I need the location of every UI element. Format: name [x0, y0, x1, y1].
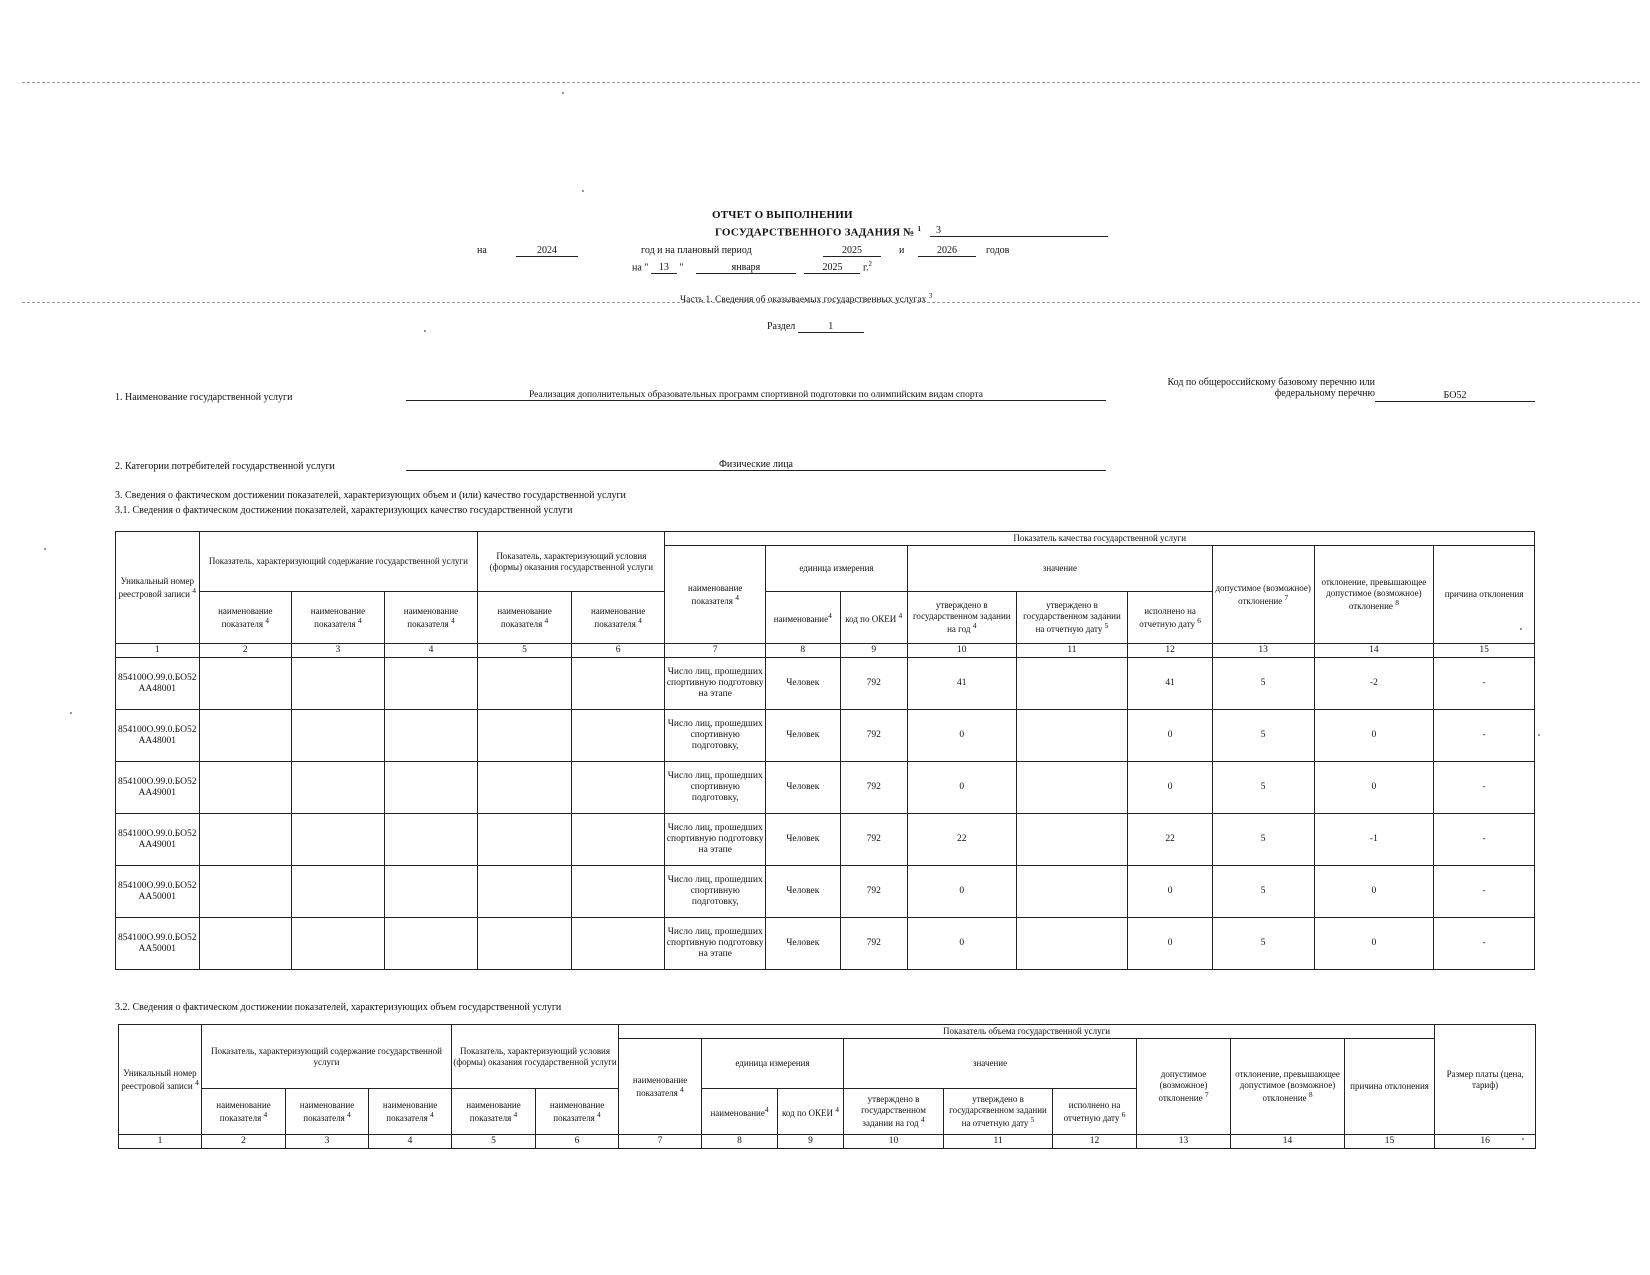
content-indicator-3 — [384, 866, 478, 918]
footnote-mark: 5 — [1030, 1115, 1035, 1125]
exceeding-deviation-value: 0 — [1314, 866, 1434, 918]
h-text: наименование показателя — [590, 605, 646, 629]
h-value: значение — [907, 546, 1212, 592]
date-prefix: на " — [632, 262, 649, 274]
unit-name: Человек — [766, 658, 840, 710]
consumers-label: 2. Категории потребителей государственной услуги — [115, 461, 335, 472]
years-label: годов — [986, 245, 1010, 256]
h-text: наименование показателя — [549, 1099, 605, 1123]
content-indicator-1 — [199, 814, 292, 866]
scan-speck — [582, 190, 584, 192]
h-unique-number — [116, 532, 200, 644]
registry-number: 854100О.99.0.БО52АА50001 — [116, 918, 200, 970]
column-number: 8 — [702, 1135, 778, 1149]
approved-date-value — [1016, 866, 1128, 918]
scan-speck — [44, 548, 46, 550]
part-title — [680, 292, 932, 305]
indicator-name-text: Число лиц, прошедших спортивную подготовку, — [667, 771, 763, 803]
h-sub-indicator-name — [286, 1089, 369, 1135]
plan-year-2: 2026 — [918, 245, 976, 257]
date-day: 13 — [651, 262, 677, 274]
h-fee: Размер платы (цена, тариф) — [1435, 1025, 1536, 1135]
h-sub-indicator-name — [536, 1089, 619, 1135]
h-unit: единица измерения — [702, 1039, 844, 1089]
footnote-mark: 4 — [194, 1078, 199, 1087]
footnote-mark: 5 — [1104, 621, 1109, 631]
h-done — [1053, 1089, 1137, 1135]
h-sub-indicator-name — [384, 592, 478, 644]
quality-indicators-table — [115, 531, 1535, 970]
h-text: отклонение, превышающее допустимое (возможное) отклонение — [1321, 577, 1427, 612]
content-indicator-3 — [384, 918, 478, 970]
scan-speck — [70, 712, 72, 714]
report-title-line2 — [715, 225, 921, 239]
indicator-name — [665, 658, 766, 710]
plan-period-label: год и на плановый период — [641, 245, 752, 256]
h-text: код по ОКЕИ — [781, 1107, 834, 1118]
condition-indicator-1 — [478, 762, 572, 814]
report-title-text: ГОСУДАРСТВЕННОГО ЗАДАНИЯ № — [715, 226, 915, 239]
h-okei-code — [778, 1089, 844, 1135]
content-indicator-3 — [384, 658, 478, 710]
h-approved-date — [944, 1089, 1053, 1135]
h-deviation-reason: причина отклонения — [1345, 1039, 1435, 1135]
column-number: 7 — [665, 644, 766, 658]
h-value: значение — [844, 1039, 1137, 1089]
h-unit-name — [702, 1089, 778, 1135]
indicator-name-text: Число лиц, прошедших спортивную подготовку на этапе — [666, 667, 764, 699]
footnote-mark: 7 — [1204, 1090, 1209, 1100]
content-indicator-1 — [199, 762, 292, 814]
registry-number: 854100О.99.0.БО52АА49001 — [116, 814, 200, 866]
indicator-name-text: Число лиц, прошедших спортивную подготовку, — [667, 719, 763, 751]
h-text: наименование — [710, 1107, 765, 1118]
column-number: 15 — [1345, 1135, 1435, 1149]
date-suffix: г. — [862, 262, 869, 274]
indicator-name — [665, 762, 766, 814]
column-number: 3 — [292, 644, 385, 658]
h-text: наименование показателя — [403, 605, 459, 629]
base-list-code-label — [1139, 377, 1375, 399]
column-number: 11 — [1016, 644, 1128, 658]
condition-indicator-2 — [571, 814, 665, 866]
deviation-reason-value: - — [1434, 762, 1535, 814]
condition-indicator-2 — [571, 918, 665, 970]
date-month: января — [696, 262, 796, 274]
volume-indicators-table — [118, 1024, 1536, 1149]
indicator-name — [665, 710, 766, 762]
content-indicator-2 — [292, 814, 385, 866]
h-text: наименование показателя — [216, 1099, 271, 1123]
content-indicator-2 — [292, 658, 385, 710]
h-text: наименование показателя — [497, 605, 552, 629]
column-number: 13 — [1137, 1135, 1231, 1149]
base-list-code-label-line2: федеральному перечню — [1274, 388, 1375, 399]
footnote-mark: 4 — [544, 616, 549, 625]
report-title-line1: ОТЧЕТ О ВЫПОЛНЕНИИ — [712, 209, 853, 221]
allowed-deviation-value: 5 — [1212, 658, 1314, 710]
h-approved-date — [1016, 592, 1128, 644]
footnote-mark: 7 — [1284, 593, 1289, 602]
column-number: 1 — [116, 644, 200, 658]
indicator-name-text: Число лиц, прошедших спортивную подготовку, — [667, 875, 763, 907]
approved-year-value: 0 — [907, 866, 1016, 918]
column-number: 3 — [286, 1135, 369, 1149]
scan-line-top — [22, 82, 1640, 83]
report-date — [632, 260, 872, 274]
h-unit: единица измерения — [766, 546, 908, 592]
h-allowed-deviation — [1212, 546, 1314, 644]
footnote-mark: 4 — [263, 1110, 268, 1119]
footnote-mark: 4 — [828, 610, 832, 620]
footnote-mark: 8 — [1308, 1090, 1313, 1100]
consumers-value: Физические лица — [406, 459, 1106, 471]
indicator-name — [665, 814, 766, 866]
scan-speck — [424, 330, 426, 332]
h-quality-indicator: Показатель качества государственной услуги — [665, 532, 1535, 546]
plan-year-1: 2025 — [823, 245, 881, 257]
approved-date-value — [1016, 710, 1128, 762]
column-number: 15 — [1434, 644, 1535, 658]
h-content-indicator: Показатель, характеризующий содержание государственной услуги — [199, 532, 478, 592]
column-number: 11 — [944, 1135, 1053, 1149]
allowed-deviation-value: 5 — [1212, 710, 1314, 762]
table-row — [116, 814, 1535, 866]
registry-number: 854100О.99.0.БО52АА48001 — [116, 710, 200, 762]
h-text: исполнено на отчетную дату — [1139, 605, 1196, 629]
column-number: 10 — [844, 1135, 944, 1149]
condition-indicator-1 — [478, 710, 572, 762]
exceeding-deviation-value: 0 — [1314, 918, 1434, 970]
content-indicator-2 — [292, 762, 385, 814]
h-sub-indicator-name — [369, 1089, 452, 1135]
date-quote: " — [679, 262, 684, 274]
okei-code: 792 — [840, 866, 907, 918]
h-text: утверждено в государственном задании на отчетную дату — [1023, 600, 1121, 635]
service-name-value: Реализация дополнительных образовательных программ спортивной подготовки по олимпийским видам спорта — [406, 390, 1106, 401]
exceeding-deviation-value: -1 — [1314, 814, 1434, 866]
h-indicator-name — [619, 1039, 702, 1135]
footnote-mark: 4 — [735, 593, 739, 602]
content-indicator-2 — [292, 866, 385, 918]
h-approved-year — [844, 1089, 944, 1135]
exceeding-deviation-value: 0 — [1314, 762, 1434, 814]
h-sub-indicator-name — [292, 592, 385, 644]
h-okei-code — [840, 592, 907, 644]
h-text: Уникальный номер реестровой записи — [121, 1067, 197, 1091]
h-exceeding-deviation — [1314, 546, 1434, 644]
approved-date-value — [1016, 918, 1128, 970]
column-numbers-row — [119, 1135, 1536, 1149]
column-number: 16 — [1435, 1135, 1536, 1149]
footnote-mark: 4 — [972, 621, 977, 631]
h-exceeding-deviation — [1231, 1039, 1345, 1135]
h-text: утверждено в государственном задании на отчетную дату — [949, 1094, 1047, 1129]
column-number: 5 — [478, 644, 572, 658]
deviation-reason-value: - — [1434, 658, 1535, 710]
and-label: и — [899, 245, 905, 256]
condition-indicator-1 — [478, 814, 572, 866]
deviation-reason-value: - — [1434, 710, 1535, 762]
footnote-mark: 4 — [638, 616, 642, 625]
done-value: 22 — [1128, 814, 1213, 866]
assignment-number: 3 — [930, 225, 1108, 237]
unit-name: Человек — [766, 866, 840, 918]
column-number: 9 — [778, 1135, 844, 1149]
section-field — [767, 321, 864, 333]
footnote-mark: 4 — [192, 586, 196, 595]
content-indicator-1 — [199, 918, 292, 970]
content-indicator-1 — [199, 710, 292, 762]
column-number: 12 — [1128, 644, 1213, 658]
h-text: утверждено в государственном задании на год — [861, 1094, 926, 1129]
exceeding-deviation-value: 0 — [1314, 710, 1434, 762]
column-number: 14 — [1231, 1135, 1345, 1149]
h-conditions-indicator: Показатель, характеризующий условия (формы) оказания государственной услуги — [452, 1025, 619, 1089]
approved-date-value — [1016, 658, 1128, 710]
unit-name: Человек — [766, 710, 840, 762]
h-text: Уникальный номер реестровой записи — [118, 575, 194, 599]
condition-indicator-2 — [571, 762, 665, 814]
condition-indicator-2 — [571, 658, 665, 710]
footnote-mark: 4 — [513, 1110, 518, 1119]
column-number: 10 — [907, 644, 1016, 658]
footnote-mark: 8 — [1395, 598, 1399, 608]
approved-year-value: 22 — [907, 814, 1016, 866]
footnote-mark: 3 — [928, 292, 933, 300]
base-list-code-label-line1: Код по общероссийскому базовому перечню или — [1167, 377, 1375, 388]
footnote-mark: 2 — [868, 260, 872, 268]
allowed-deviation-value: 5 — [1212, 814, 1314, 866]
table-row — [116, 658, 1535, 710]
allowed-deviation-value: 5 — [1212, 866, 1314, 918]
h-text: допустимое (возможное) отклонение — [1215, 582, 1311, 606]
h-approved-year — [907, 592, 1016, 644]
done-value: 0 — [1128, 710, 1213, 762]
footnote-mark: 4 — [898, 610, 903, 620]
h-conditions-indicator: Показатель, характеризующий условия (формы) оказания государственной услуги — [478, 532, 665, 592]
column-number: 13 — [1212, 644, 1314, 658]
h-sub-indicator-name — [202, 1089, 286, 1135]
okei-code: 792 — [840, 918, 907, 970]
deviation-reason-value: - — [1434, 814, 1535, 866]
registry-number: 854100О.99.0.БО52АА48001 — [116, 658, 200, 710]
h-text: наименование показателя — [382, 1099, 438, 1123]
h-text: утверждено в государственном задании на год — [912, 600, 1011, 635]
table-row — [116, 866, 1535, 918]
column-number: 4 — [369, 1135, 452, 1149]
footnote-mark: 4 — [679, 1085, 684, 1094]
footnote-mark: 6 — [1197, 616, 1201, 625]
footnote-mark: 4 — [429, 1110, 434, 1119]
approved-year-value: 0 — [907, 762, 1016, 814]
h-text: код по ОКЕИ — [845, 613, 897, 624]
h-indicator-name — [665, 546, 766, 644]
column-number: 1 — [119, 1135, 202, 1149]
indicator-name — [665, 866, 766, 918]
approved-date-value — [1016, 814, 1128, 866]
condition-indicator-1 — [478, 918, 572, 970]
base-list-code-value: БО52 — [1375, 390, 1535, 402]
okei-code: 792 — [840, 814, 907, 866]
column-number: 2 — [199, 644, 292, 658]
allowed-deviation-value: 5 — [1212, 762, 1314, 814]
indicator-name-text: Число лиц, прошедших спортивную подготовку на этапе — [666, 927, 764, 959]
footnote-mark: 4 — [265, 616, 270, 625]
column-number: 5 — [452, 1135, 536, 1149]
approved-year-value: 0 — [907, 918, 1016, 970]
footnote-mark: 1 — [917, 225, 922, 233]
column-number: 6 — [536, 1135, 619, 1149]
on-label: на — [477, 245, 487, 256]
footnote-mark: 4 — [764, 1104, 769, 1114]
section32-label: 3.2. Сведения о фактическом достижении показателей, характеризующих объем государственной услуги — [115, 1002, 562, 1013]
h-text: допустимое (возможное) отклонение — [1158, 1069, 1208, 1104]
condition-indicator-2 — [571, 866, 665, 918]
table-row — [116, 918, 1535, 970]
section-number: 1 — [798, 321, 864, 333]
footnote-mark: 4 — [346, 1110, 351, 1119]
condition-indicator-1 — [478, 658, 572, 710]
done-value: 0 — [1128, 918, 1213, 970]
h-sub-indicator-name — [199, 592, 292, 644]
h-content-indicator: Показатель, характеризующий содержание государственной услуги — [202, 1025, 452, 1089]
scan-speck — [1538, 734, 1540, 736]
section3-label: 3. Сведения о фактическом достижении показателей, характеризующих объем и (или) качество государственной услуги — [115, 490, 626, 501]
h-sub-indicator-name — [571, 592, 665, 644]
table-row — [116, 762, 1535, 814]
column-number: 6 — [571, 644, 665, 658]
column-number: 7 — [619, 1135, 702, 1149]
exceeding-deviation-value: -2 — [1314, 658, 1434, 710]
footnote-mark: 4 — [835, 1104, 840, 1114]
h-done — [1128, 592, 1213, 644]
approved-date-value — [1016, 762, 1128, 814]
h-allowed-deviation — [1137, 1039, 1231, 1135]
allowed-deviation-value: 5 — [1212, 918, 1314, 970]
approved-year-value: 41 — [907, 658, 1016, 710]
content-indicator-3 — [384, 762, 478, 814]
service-name-label: 1. Наименование государственной услуги — [115, 392, 293, 403]
done-value: 41 — [1128, 658, 1213, 710]
table-row — [116, 710, 1535, 762]
okei-code: 792 — [840, 762, 907, 814]
column-number: 4 — [384, 644, 478, 658]
content-indicator-3 — [384, 710, 478, 762]
condition-indicator-2 — [571, 710, 665, 762]
footnote-mark: 4 — [450, 616, 455, 625]
column-number: 14 — [1314, 644, 1434, 658]
date-year: 2025 — [804, 262, 860, 274]
registry-number: 854100О.99.0.БО52АА49001 — [116, 762, 200, 814]
h-deviation-reason: причина отклонения — [1434, 546, 1535, 644]
done-value: 0 — [1128, 866, 1213, 918]
unit-name: Человек — [766, 814, 840, 866]
part-title-text: Часть 1. Сведения об оказываемых государственных услугах — [680, 295, 927, 306]
h-sub-indicator-name — [452, 1089, 536, 1135]
section31-label: 3.1. Сведения о фактическом достижении показателей, характеризующих качество государственной услуги — [115, 505, 573, 516]
indicator-name — [665, 918, 766, 970]
condition-indicator-1 — [478, 866, 572, 918]
h-text: наименование — [773, 613, 829, 624]
quality-table-body — [116, 658, 1535, 970]
registry-number: 854100О.99.0.БО52АА50001 — [116, 866, 200, 918]
content-indicator-2 — [292, 710, 385, 762]
content-indicator-1 — [199, 866, 292, 918]
footnote-mark: 4 — [357, 616, 362, 625]
column-number: 12 — [1053, 1135, 1137, 1149]
unit-name: Человек — [766, 918, 840, 970]
column-number: 8 — [766, 644, 840, 658]
h-text: наименование показателя — [218, 605, 273, 629]
h-volume-indicator: Показатель объема государственной услуги — [619, 1025, 1435, 1039]
footnote-mark: 6 — [1121, 1110, 1126, 1119]
footnote-mark: 4 — [596, 1110, 601, 1119]
approved-year-value: 0 — [907, 710, 1016, 762]
h-sub-indicator-name — [478, 592, 572, 644]
deviation-reason-value: - — [1434, 866, 1535, 918]
done-value: 0 — [1128, 762, 1213, 814]
column-number: 9 — [840, 644, 907, 658]
h-text: исполнено на отчетную дату — [1063, 1099, 1121, 1123]
footnote-mark: 4 — [920, 1115, 925, 1125]
content-indicator-1 — [199, 658, 292, 710]
okei-code: 792 — [840, 710, 907, 762]
column-numbers-row — [116, 644, 1535, 658]
content-indicator-3 — [384, 814, 478, 866]
h-text: наименование показателя — [299, 1099, 355, 1123]
unit-name: Человек — [766, 762, 840, 814]
h-unique-number — [119, 1025, 202, 1135]
h-text: наименование показателя — [310, 605, 366, 629]
scan-speck — [562, 92, 564, 94]
h-text: наименование показателя — [466, 1099, 521, 1123]
h-text: отклонение, превышающее допустимое (возможное) отклонение — [1235, 1069, 1340, 1104]
column-number: 2 — [202, 1135, 286, 1149]
h-text: наименование показателя — [688, 582, 743, 606]
h-text: наименование показателя — [632, 1074, 688, 1098]
deviation-reason-value: - — [1434, 918, 1535, 970]
h-unit-name — [766, 592, 840, 644]
report-year: 2024 — [516, 245, 578, 257]
section-label: Раздел — [767, 321, 796, 332]
okei-code: 792 — [840, 658, 907, 710]
indicator-name-text: Число лиц, прошедших спортивную подготовку на этапе — [666, 823, 764, 855]
content-indicator-2 — [292, 918, 385, 970]
